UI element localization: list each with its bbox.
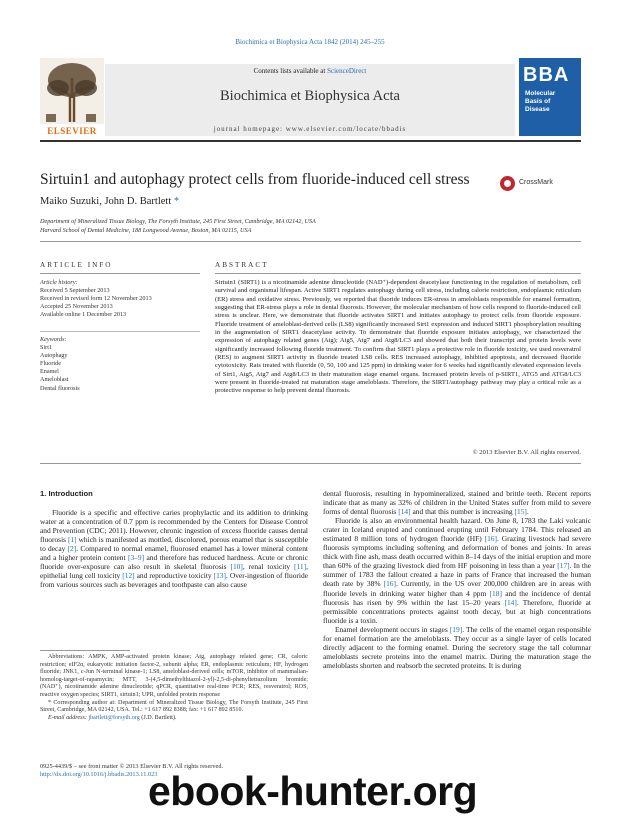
reference-link[interactable]: [12] xyxy=(122,571,135,581)
keyword-item: Autophagy xyxy=(40,352,68,360)
history-label: Article history: xyxy=(40,279,78,286)
journal-homepage[interactable]: journal homepage: www.elsevier.com/locate/bbadis xyxy=(213,125,407,133)
reference-link[interactable]: [17] xyxy=(557,561,570,571)
reference-link[interactable]: [15] xyxy=(514,507,527,517)
contents-prefix: Contents lists available at xyxy=(253,67,328,75)
abbreviations-footnote: Abbreviations: AMPK, AMP-activated protein kinase; Atg, autophagy related gene; CR, caloric restriction; eIF2α, eukaryotic initiation factor-2, subunit alpha; ER, endoplasmic reticulum; HF, hydrogen fluoride; JNK1, c-Jun N-terminal kinase-1; LS8, ameloblast-derived cells; mTOR, inhibitor of mammalian-homolog-target-of-rapamycin; MTT, 3-(4,5-dimethylthiazol-2-yl)-2,5-di-phenyltetrazolium bromide; (NAD⁺), nicotinamide adenine dinucleotide; qPCR, quantitative real-time PCR; RES, resveratrol; ROS, reactive oxygen species; SIRT1, sirtuin1; UPR, unfolded protein response xyxy=(40,654,308,698)
reference-link[interactable]: [14] xyxy=(398,507,411,517)
body-column-left xyxy=(40,489,308,589)
reference-link[interactable]: [3–9] xyxy=(127,553,145,563)
keyword-item: Ameloblast xyxy=(40,376,69,384)
intro-paragraph-3: Enamel development occurs in stages [19]. The cells of the enamel organ responsible for enamel formation are the ameloblasts. They occur as a single layer of cells located directly adjacent to the forming enamel. During the secretory stage the tall columnar ameloblasts secrete proteins into the enamel matrix. During the maturation stage the ameloblasts shorten and reabsorb the secreted proteins. It is during xyxy=(323,624,591,670)
reference-link[interactable]: [16] xyxy=(484,534,497,544)
reference-link[interactable]: [18] xyxy=(489,588,502,598)
article-history xyxy=(40,279,200,319)
keywords xyxy=(40,336,200,393)
article-info-heading: ARTICLE INFO xyxy=(40,261,113,269)
intro-paragraph-1: Fluoride is a specific and effective caries prophylactic and its addition to drinking water at a concentration of 0.7 ppm is recommended by the Centers for Disease Control and Prevention (CDC; 2011). However, chronic ingestion of excess fluoride causes dental fluorosis [1] which is manifested as mottled, discolored, porous enamel that is susceptible to decay [2]. Compared to normal enamel, fluorosed enamel has a lower mineral content and a higher protein content [3–9] and therefore has reduced hardness. Acute or chronic fluoride over-exposure can also result in skeletal fluorosis [10], renal toxicity [11], epithelial lung cell toxicity [12] and reproductive toxicity [13]. Over-ingestion of fluoride from various sources such as beverages and toothpaste can also cause xyxy=(40,508,309,590)
body-column-right xyxy=(323,489,591,670)
keyword-item: Dental fluorosis xyxy=(40,384,80,392)
abstract-heading: ABSTRACT xyxy=(215,261,269,269)
reference-link[interactable]: [14] xyxy=(504,597,517,607)
footnotes xyxy=(40,654,308,722)
elsevier-wordmark: ELSEVIER xyxy=(47,126,97,136)
article-info-rule xyxy=(40,273,200,274)
doi-link[interactable]: http://dx.doi.org/10.1016/j.bbadis.2013.11.023 xyxy=(40,771,158,778)
keywords-label: Keywords: xyxy=(40,336,67,343)
keyword-item: Fluoride xyxy=(40,360,61,368)
reference-link[interactable]: [10] xyxy=(230,562,243,572)
email-footnote xyxy=(40,715,308,723)
abstract-rule xyxy=(215,273,581,274)
cover-line-3: Disease xyxy=(525,106,550,113)
history-online: Available online 1 December 2013 xyxy=(40,311,127,319)
crossmark-label: CrossMark xyxy=(519,179,553,186)
corresponding-author-footnote: * Corresponding author at: Department of Mineralized Tissue Biology, The Forsyth Institute, 245 First Street, Cambridge, MA 02142, USA. Tel.: +1 617 892 8388; fax: +1 617 892 8510. xyxy=(40,699,308,714)
abstract-copyright: © 2013 Elsevier B.V. All rights reserved. xyxy=(472,449,581,456)
abstract-bottom-rule xyxy=(40,463,581,464)
email-suffix: (J.D. Bartlett). xyxy=(139,714,177,721)
cover-subtitle xyxy=(525,90,555,114)
author-email-link[interactable]: jbartlett@forsyth.org xyxy=(88,714,140,721)
sciencedirect-link[interactable]: ScienceDirect xyxy=(327,67,367,75)
email-label: E-mail address: xyxy=(48,714,89,721)
reference-link[interactable]: [11] xyxy=(294,562,307,572)
header-rule xyxy=(40,140,581,142)
keyword-item: Sirt1 xyxy=(40,344,53,352)
journal-cover[interactable] xyxy=(519,58,581,136)
affiliation-1: Department of Mineralized Tissue Biology, The Forsyth Institute, 245 First Street, Cambridge, MA 02142, USA xyxy=(40,218,316,225)
keyword-item: Enamel xyxy=(40,368,59,376)
abstract-text: Sirtuin1 (SIRT1) is a nicotinamide adenine dinucleotide (NAD⁺)-dependent deacetylase functioning in the regulation of metabolism, cell survival and organismal lifespan. Active SIRT1 regulates autophagy during cell stress, including calorie restriction, endoplasmic reticulum (ER) stress and oxidative stress. Previously, we reported that fluoride induces ER-stress in ameloblasts responsible for enamel formation, suggesting that ER-stress plays a role in dental fluorosis. However, the molecular mechanism of how cells respond to fluoride-induced cell stress is unclear. Here, we demonstrate that fluoride activates SIRT1 and initiates autophagy to protect cells from fluoride exposure. Fluoride treatment of ameloblast-derived cells (LS8) significantly increased Sirt1 expression and induced SIRT1 phosphorylation resulting in the augmentation of SIRT1 deacetylase activity. To demonstrate that fluoride exposure initiates autophagy, we characterized the expression of autophagy related genes (Atg); Atg5, Atg7 and Atg8/LC3 and showed that both their transcript and protein levels were significantly increased following fluoride treatment. To confirm that SIRT1 plays a protective role in fluoride toxicity, we used resveratrol (RES) to augment SIRT1 activity in fluoride treated LS8 cells. RES increased autophagy, inhibited apoptosis, and decreased fluoride cytotoxicity. Rats treated with fluoride (0, 50, 100 and 125 ppm) in drinking water for 6 weeks had significantly elevated expression levels of Sirt1, Atg5, Atg7 and Atg8/LC3 in their maturation stage enamel organs. Increased protein levels of p-SIRT1, ATG5 and ATG8/LC3 were present in fluoride-treated rat maturation stage ameloblasts. Therefore, the SIRT1/autophagy pathway may play a critical role as a protective response to help prevent dental fluorosis. xyxy=(215,279,581,395)
journal-name: Biochimica et Biophysica Acta xyxy=(220,88,400,104)
watermark: ebook-hunter.org xyxy=(148,768,478,814)
keywords-rule xyxy=(40,331,200,332)
issn-line: 0925-4439/$ – see front matter © 2013 Elsevier B.V. All rights reserved. xyxy=(40,763,224,770)
cover-abbrev: BBA xyxy=(523,64,570,86)
affiliation-rule xyxy=(40,241,581,242)
journal-citation[interactable]: Biochimica et Biophysica Acta 1842 (2014) 245–255 xyxy=(235,38,385,46)
author-names: Maiko Suzuki, John D. Bartlett xyxy=(40,196,172,207)
intro-paragraph-continued: dental fluorosis, resulting in hypomineralized, stained and brittle teeth. Recent reports indicate that as many as 32% of children in the United States suffer from mild to severe forms of dental fluorosis [14] and that this number is increasing [15]. xyxy=(323,489,591,517)
history-accepted: Accepted 25 November 2013 xyxy=(40,303,113,311)
crossmark-badge[interactable] xyxy=(500,176,580,192)
history-received: Received 5 September 2013 xyxy=(40,287,110,295)
footnote-rule xyxy=(40,650,130,651)
introduction-heading: 1. Introduction xyxy=(40,489,93,498)
reference-link[interactable]: [2] xyxy=(67,544,77,554)
article-title: Sirtuin1 and autophagy protect cells from fluoride-induced cell stress xyxy=(40,171,470,188)
reference-link[interactable]: [16] xyxy=(383,579,396,589)
corresponding-author-mark[interactable]: * xyxy=(173,196,180,207)
affiliation-2: Harvard School of Dental Medicine, 188 Longwood Avenue, Boston, MA 02115, USA xyxy=(40,227,252,234)
crossmark-icon xyxy=(500,176,515,191)
reference-link[interactable]: [19] xyxy=(449,624,463,634)
cover-line-2: Basis of xyxy=(525,98,551,105)
reference-link[interactable]: [13] xyxy=(213,571,226,581)
cover-line-1: Molecular xyxy=(525,90,556,97)
history-revised: Received in revised form 12 November 2013 xyxy=(40,295,152,303)
intro-paragraph-2: Fluoride is also an environmental health hazard. On June 8, 1783 the Laki volcanic crater in Iceland erupted and continued erupting until February 1784. This released an estimated 8 million tons of hydrogen fluoride (HF) [16]. Grazing livestock had severe fluorosis symptoms including softening and deformation of bones and joints. In areas thick with fine ash, mass death occurred within 8–14 days of the initial eruption and more than 60% of the grazing livestock died from HF poisoning in less than a year [17]. In the summer of 1783 the fallout created a haze in parts of France that increased the human death rate by 38% [16]. Currently, in the US over 200,000 children are in areas with fluoride levels in drinking water higher than 4 ppm [18] and the incidence of dental fluorosis has risen by 9% within the last 15–20 years [14]. Therefore, fluoride at permissible concentrations protects against tooth decay, but at high concentrations fluoride is a toxin. xyxy=(323,516,592,625)
reference-link[interactable]: [1] xyxy=(67,535,77,545)
elsevier-tree-logo xyxy=(40,58,104,136)
author-list xyxy=(40,196,179,207)
